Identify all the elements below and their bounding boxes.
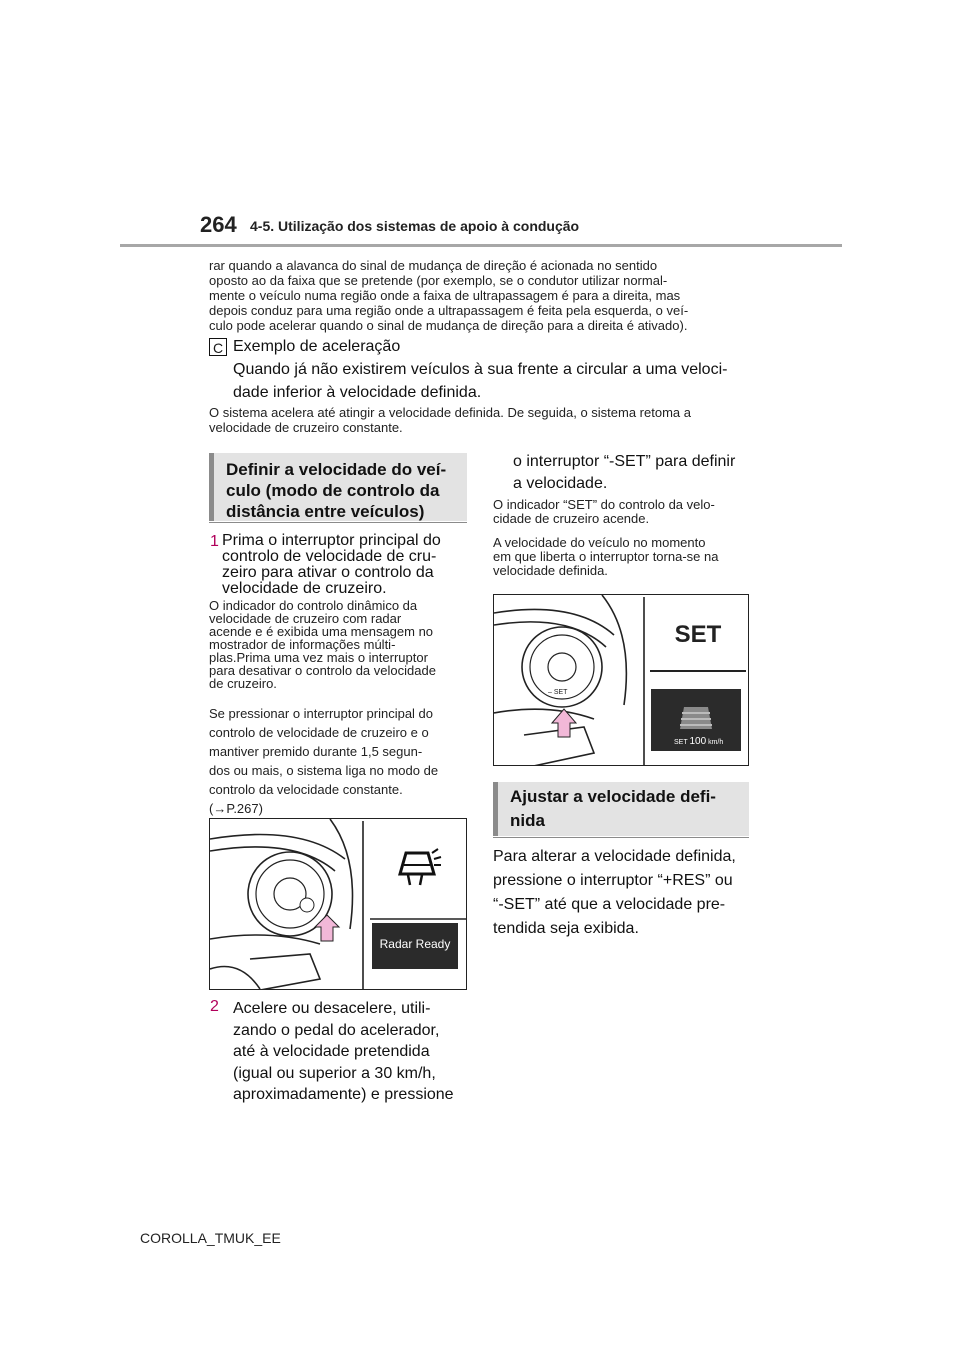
step-line: controlo de velocidade de cru- (222, 548, 437, 565)
heading-line-text: culo (modo de controlo da (226, 481, 440, 500)
step-line: zando o pedal do acelerador, (233, 1021, 440, 1039)
page-number: 264 (200, 212, 237, 237)
note-line: cidade de cruzeiro acende. (493, 511, 650, 526)
set-indicator-text: SET (674, 621, 722, 648)
intro-line: mente o veículo numa região onde a faixa de ultrapassagem é para a direita, mas (209, 288, 681, 303)
step-line: a velocidade. (513, 475, 608, 492)
note-line: para desativar o controlo da velocidade (209, 663, 436, 678)
example-label: C (209, 338, 227, 356)
section-title: 4-5. Utilização dos sistemas de apoio à condução (250, 218, 580, 234)
header-rule (120, 244, 842, 247)
steering-wheel-illustration (210, 819, 467, 990)
step-number: 2 (210, 998, 219, 1015)
step-line: zeiro para ativar o controlo da (222, 564, 434, 581)
example-title: Exemplo de aceleração (233, 338, 401, 355)
step-line: Acelere ou desacelere, utili- (233, 1000, 431, 1017)
note-line: de cruzeiro. (209, 676, 277, 691)
note-line: O indicador do controlo dinâmico da (209, 598, 418, 613)
note-line: plas.Prima uma vez mais o interruptor (209, 650, 428, 665)
note-line: velocidade definida. (493, 563, 608, 578)
intro-line: oposto ao da faixa que se pretende (por exemplo, se o condutor utilizar normal- (209, 273, 668, 288)
set-speed-prefix: SET (674, 739, 688, 746)
radar-ready-text: Radar Ready (379, 937, 451, 951)
note-line: controlo da velocidade constante. (209, 782, 403, 797)
note-line: acende e é exibida uma mensagem no (209, 624, 434, 639)
heading-underline (493, 837, 749, 838)
heading-line-text: nida (510, 811, 545, 830)
example-note-line: velocidade de cruzeiro constante. (209, 420, 403, 435)
note-line: velocidade de cruzeiro com radar (209, 611, 402, 626)
heading-line-text: Ajustar a velocidade defi- (510, 787, 716, 806)
step-2-continued (513, 451, 735, 495)
example-line: dade inferior à velocidade definida. (233, 384, 482, 401)
intro-line: depois conduz para uma região onde a ultrapassagem é feita pela esquerda, o veí- (209, 303, 689, 318)
intro-paragraph (209, 258, 769, 333)
note-line: mantiver premido durante 1,5 segun- (209, 744, 423, 759)
section-heading-adjust-speed (493, 782, 749, 836)
set-speed-value: 100 (689, 736, 707, 747)
step-2-note-1 (493, 498, 715, 526)
step-line: aproximadamente) e pressione (233, 1086, 454, 1103)
example-note (209, 405, 691, 435)
para-line: “-SET” até que a velocidade pre- (493, 896, 726, 913)
step-1-text (222, 533, 441, 597)
step-line: velocidade de cruzeiro. (222, 580, 387, 597)
illustration-set-switch (493, 594, 749, 766)
set-speed-unit: km/h (708, 739, 724, 746)
note-line: dos ou mais, o sistema liga no modo de (209, 763, 439, 778)
note-line: Se pressionar o interruptor principal do (209, 706, 434, 721)
example-line: Quando já não existirem veículos à sua frente a circular a uma veloci- (233, 361, 728, 378)
step-1-note (209, 599, 436, 690)
step-line: o interruptor “-SET” para definir (513, 453, 736, 470)
footer-model-code: COROLLA_TMUK_EE (140, 1230, 281, 1246)
step-number: 1 (210, 533, 219, 550)
example-text (233, 358, 727, 404)
step-line: (igual ou superior a 30 km/h, (233, 1064, 436, 1082)
intro-line: rar quando a alavanca do sinal de mudança de direção é acionada no sentido (209, 258, 658, 273)
step-2-note-2 (493, 536, 718, 578)
set-speed-readout (674, 736, 723, 747)
heading-underline (209, 522, 467, 523)
step-line: Prima o interruptor principal do (222, 532, 441, 549)
heading-line-text: Definir a velocidade do veí- (226, 460, 447, 479)
section-heading-set-speed (209, 453, 467, 521)
radar-cruise-icon (400, 849, 441, 885)
para-line: Para alterar a velocidade definida, (493, 848, 736, 865)
step-line: até à velocidade pretendida (233, 1043, 430, 1060)
page-reference: (→P.267) (209, 801, 263, 816)
set-switch-label: – SET (548, 689, 568, 696)
note-line: em que liberta o interruptor torna-se na (493, 549, 719, 564)
step-1-note-2 (209, 704, 438, 818)
adjust-speed-paragraph (493, 845, 736, 941)
note-line: mostrador de informações múlti- (209, 637, 396, 652)
note-line: A velocidade do veículo no momento (493, 535, 706, 550)
para-line: tendida seja exibida. (493, 920, 639, 937)
heading-line-text: distância entre veículos) (226, 502, 425, 521)
step-2-text (233, 998, 454, 1106)
example-note-line: O sistema acelera até atingir a velocidade definida. De seguida, o sistema retoma a (209, 405, 691, 420)
intro-line: culo pode acelerar quando o sinal de mudança de direção para a direita é ativado). (209, 318, 688, 333)
para-line: pressione o interruptor “+RES” ou (493, 872, 733, 889)
note-line: O indicador “SET” do controlo da velo- (493, 497, 715, 512)
illustration-main-switch (209, 818, 467, 990)
note-line: controlo de velocidade de cruzeiro e o (209, 725, 429, 740)
